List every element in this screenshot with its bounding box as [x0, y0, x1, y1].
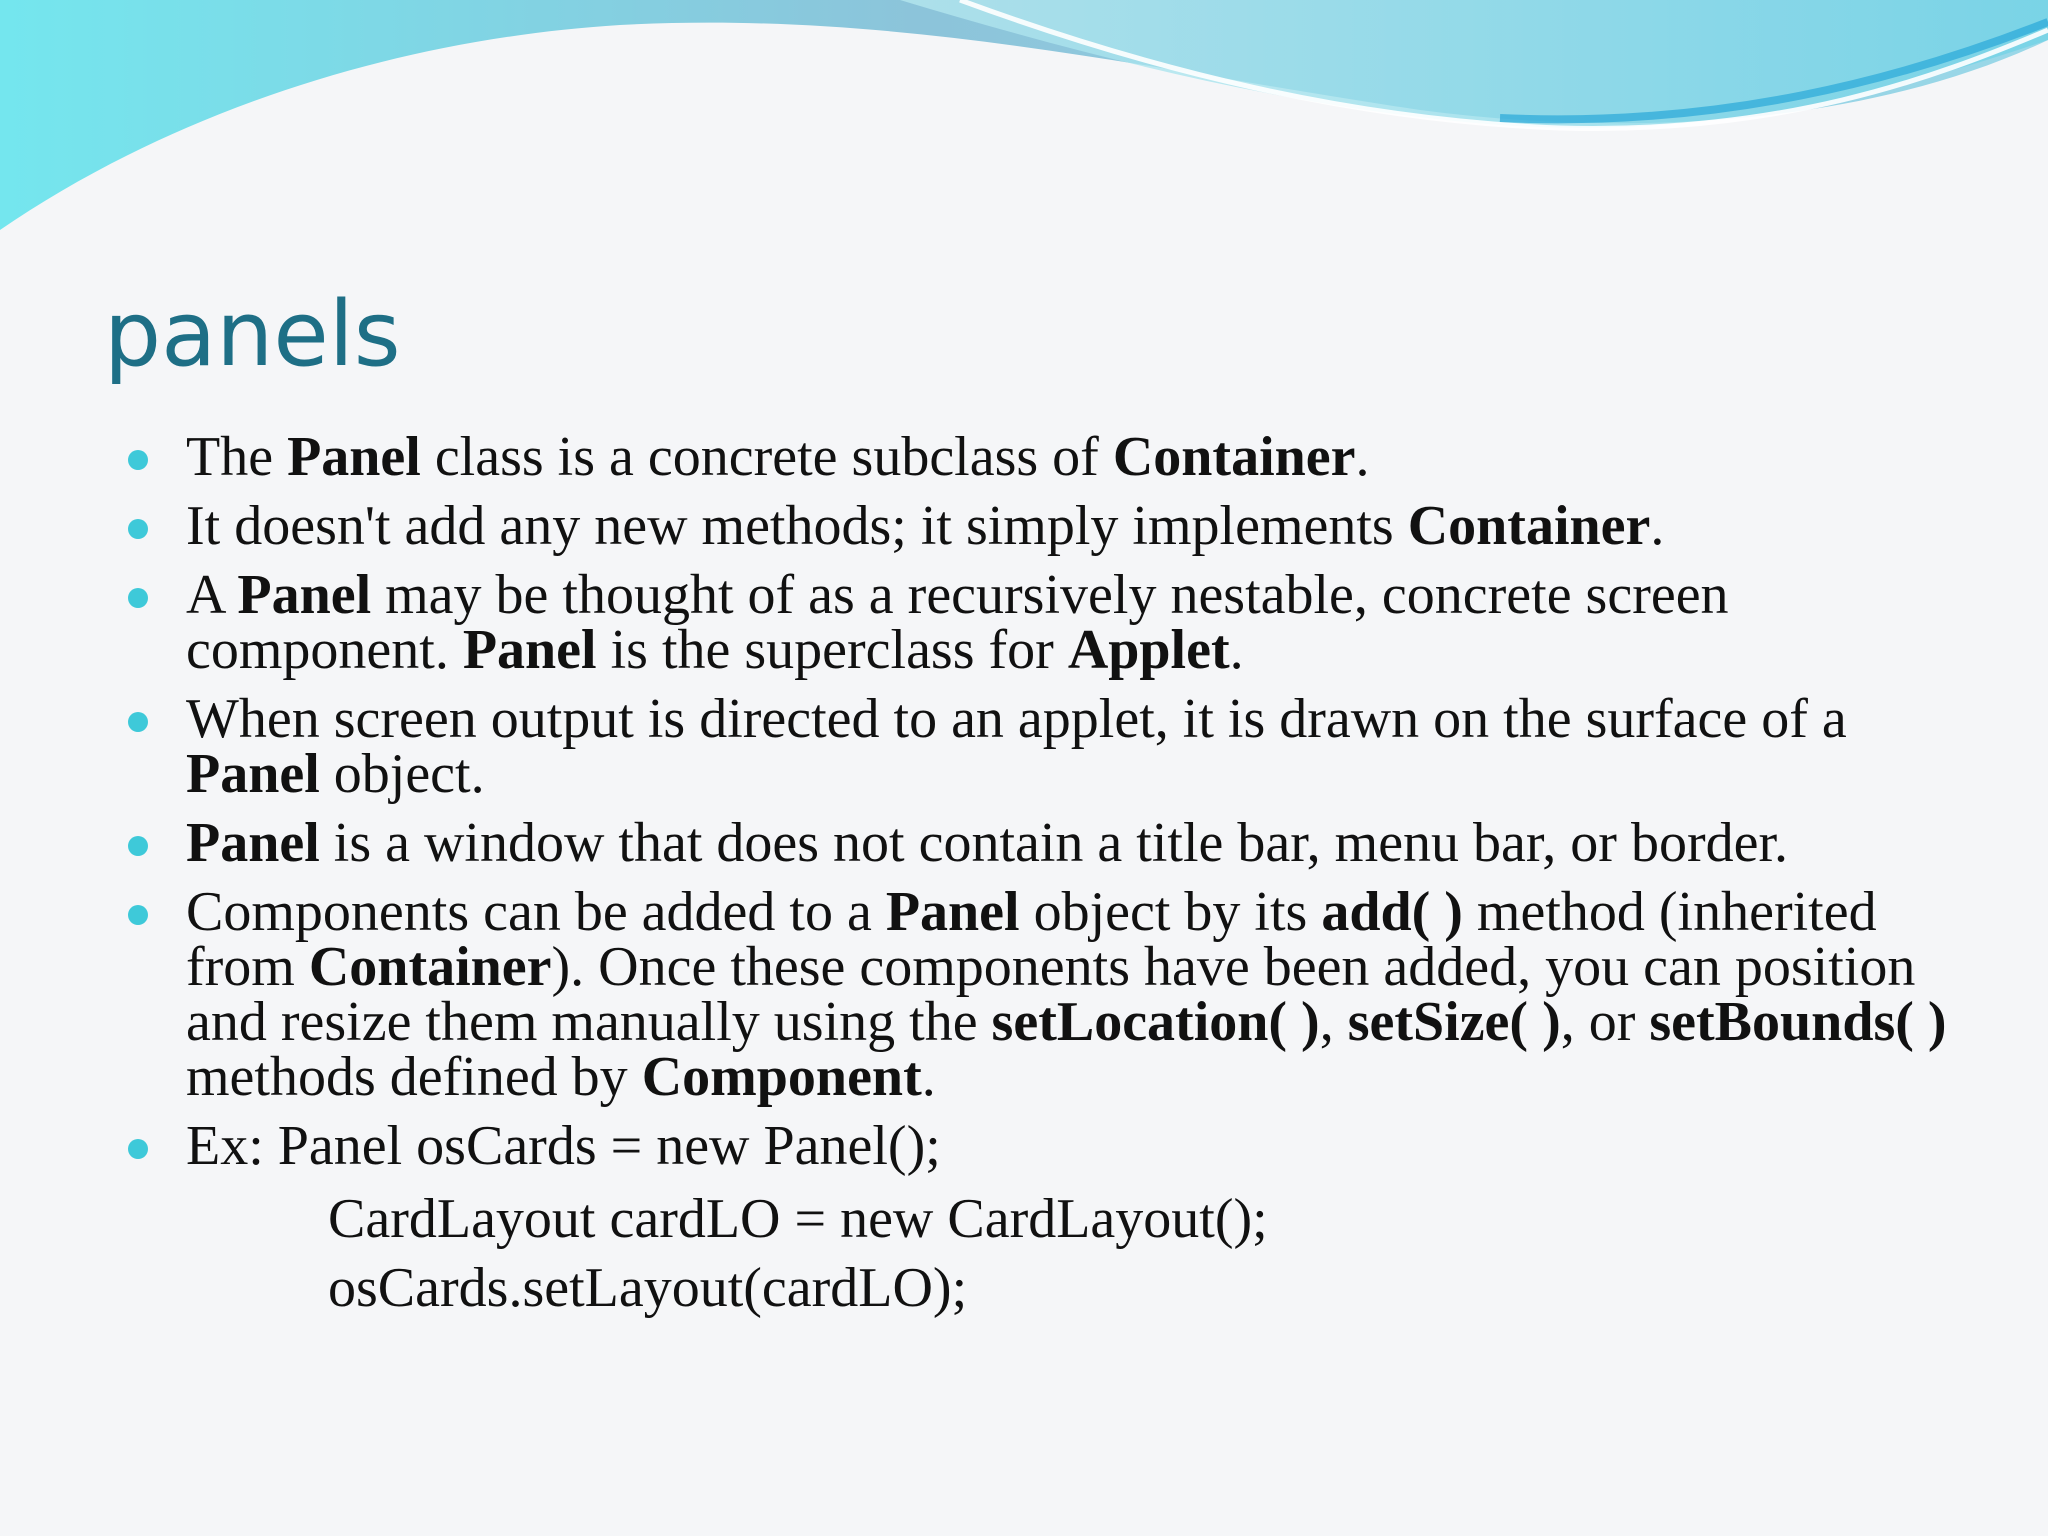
bullet-item	[120, 688, 1950, 805]
slide-title: panels	[104, 282, 401, 387]
bullet-dot-icon	[128, 450, 148, 470]
bold-term: Container	[308, 936, 552, 998]
bullet-text: The	[186, 426, 288, 488]
bullet-item	[120, 881, 1950, 1108]
bold-term: setSize( )	[1347, 991, 1561, 1053]
bullet-text: .	[1650, 495, 1665, 557]
code-line: CardLayout cardLO = new CardLayout();	[328, 1188, 1268, 1250]
bullet-dot-icon	[128, 712, 148, 732]
bullet-item	[120, 564, 1950, 681]
bullet-text: A	[186, 564, 238, 626]
bold-term: Container	[1407, 495, 1651, 557]
bullet-text: Ex: Panel osCards = new Panel();	[186, 1115, 941, 1177]
bullet-item	[120, 1115, 1950, 1177]
code-line: osCards.setLayout(cardLO);	[328, 1257, 968, 1319]
bullet-text: .	[1229, 619, 1244, 681]
bullet-text: method (inherited from	[186, 881, 1877, 998]
bullet-text: ,	[1319, 991, 1348, 1053]
bold-term: add( )	[1321, 881, 1463, 943]
bullet-text: object by its	[1019, 881, 1322, 943]
bullet-text: When screen output is directed to an applet, it is drawn on the surface of a	[186, 688, 1847, 750]
bold-term: Panel	[885, 881, 1020, 943]
bullet-dot-icon	[128, 836, 148, 856]
bullet-text: , or	[1560, 991, 1650, 1053]
bullet-text: .	[1355, 426, 1370, 488]
bullet-item	[120, 812, 1950, 874]
bullet-text: Components can be added to a	[186, 881, 886, 943]
bold-term: Component	[641, 1046, 922, 1108]
bullet-text: class is a concrete subclass of	[420, 426, 1113, 488]
bullet-text: is a window that does not contain a title bar, menu bar, or border.	[319, 812, 1789, 874]
bullet-text: methods defined by	[186, 1046, 642, 1108]
bold-term: setLocation( )	[991, 991, 1320, 1053]
bullet-list	[120, 426, 1950, 1330]
bullet-dot-icon	[128, 519, 148, 539]
bold-term: Panel	[287, 426, 421, 488]
header-wave-decoration	[0, 0, 2048, 240]
bullet-text: It doesn't add any new methods; it simply implements	[186, 495, 1408, 557]
bullet-item	[120, 426, 1950, 488]
bold-term: Panel	[186, 812, 320, 874]
bold-term: Panel	[237, 564, 372, 626]
bold-term: setBounds( )	[1649, 991, 1947, 1053]
bullet-dot-icon	[128, 905, 148, 925]
bullet-text: object.	[319, 743, 485, 805]
bold-term: Panel	[186, 743, 320, 805]
bullet-text: ). Once these components have been added, you can position and resize them manually using the	[186, 936, 1916, 1053]
bold-term: Panel	[462, 619, 597, 681]
bullet-text: may be thought of as a recursively nestable, concrete screen component.	[186, 564, 1729, 681]
bullet-text: is the superclass for	[596, 619, 1068, 681]
bold-term: Container	[1112, 426, 1356, 488]
bullet-dot-icon	[128, 1139, 148, 1159]
bullet-dot-icon	[128, 588, 148, 608]
bold-term: Applet	[1067, 619, 1230, 681]
bullet-text: .	[921, 1046, 936, 1108]
bullet-item	[120, 495, 1950, 557]
